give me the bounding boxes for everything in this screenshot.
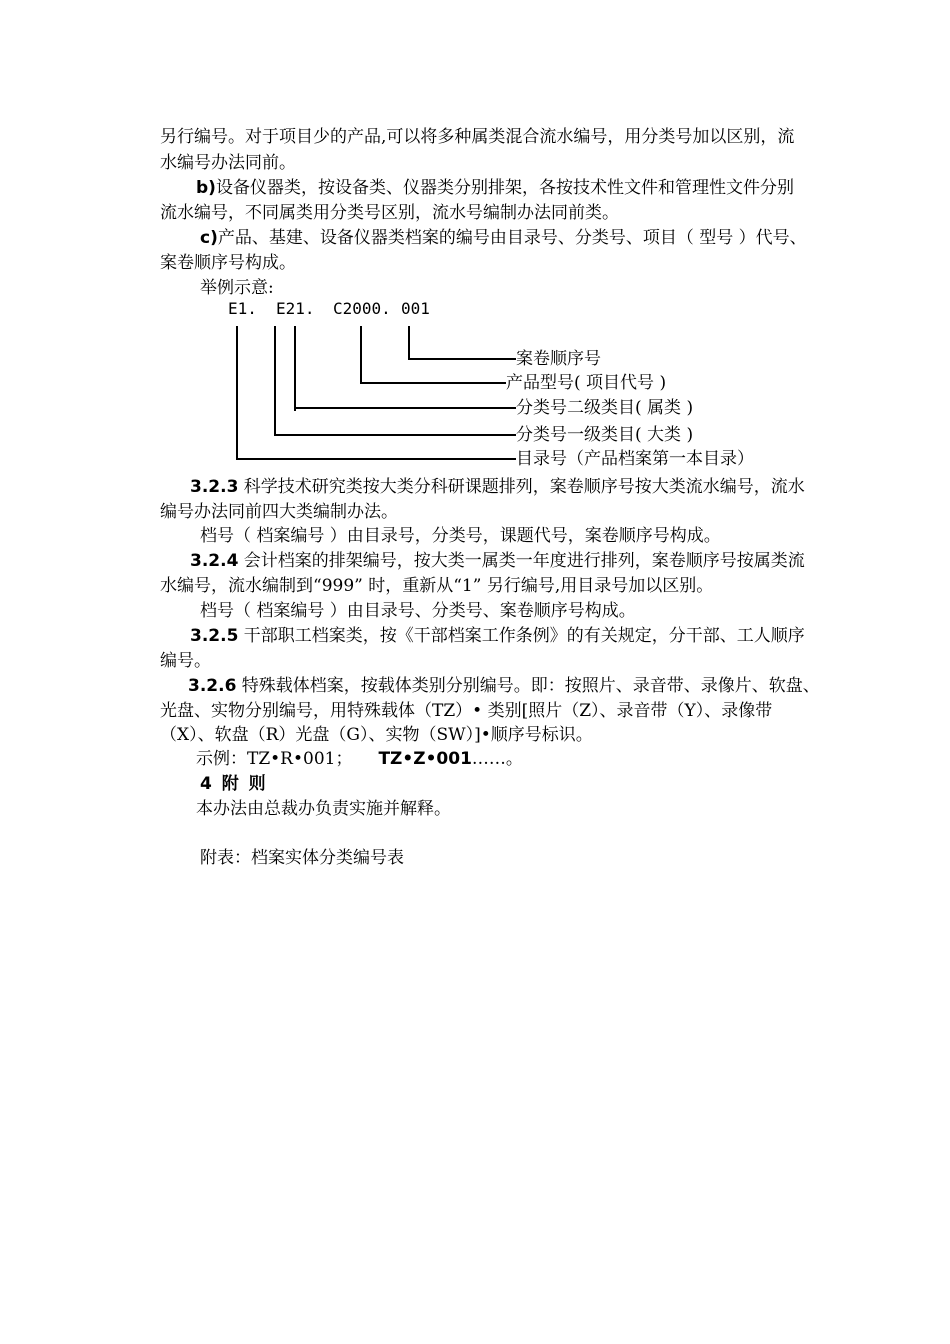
section-3-2-3	[190, 475, 805, 499]
section-number: 3.2.6	[188, 676, 237, 696]
label-primary-category: 分类号一级类目( 大类 )	[516, 425, 694, 445]
example-code: TZ•Z•001	[378, 749, 472, 769]
list-label: c)	[200, 228, 218, 248]
section-3-2-5	[190, 624, 805, 648]
paragraph-line: 另行编号。对于项目少的产品,可以将多种属类混合流水编号，用分类号加以区别，流	[160, 127, 795, 147]
paragraph-text: 特殊载体档案，按载体类别分别编号。即：按照片、录音带、录像片、软盘、	[236, 676, 820, 696]
connector-line	[408, 358, 516, 360]
paragraph-line	[200, 226, 807, 250]
paragraph-line: 流水编号，不同属类用分类号区别，流水号编制办法同前类。	[160, 203, 619, 223]
connector-line	[360, 326, 362, 383]
example-tail: ……。	[471, 749, 523, 769]
connector-line	[294, 407, 516, 409]
paragraph-line: 水编号办法同前。	[160, 153, 296, 173]
paragraph-line	[196, 176, 794, 200]
chapter-heading: 4 附 则	[200, 774, 268, 794]
connector-line	[408, 326, 410, 359]
paragraph-text: 设备仪器类，按设备类、仪器类分别排架，各按技术性文件和管理性文件分别	[215, 178, 794, 198]
paragraph-text: 科学技术研究类按大类分科研课题排列，案卷顺序号按大类流水编号，流水	[238, 477, 805, 497]
section-number: 3.2.3	[190, 477, 239, 497]
paragraph-line: 档号（ 档案编号 ）由目录号、分类号、案卷顺序号构成。	[200, 601, 636, 621]
label-sequence: 案卷顺序号	[516, 349, 601, 369]
code-category: E21.	[276, 299, 315, 318]
connector-line	[360, 382, 506, 384]
label-secondary-category: 分类号二级类目( 属类 )	[516, 398, 694, 418]
connector-line	[274, 326, 276, 436]
example-line	[196, 747, 523, 771]
connector-line	[236, 326, 238, 459]
paragraph-line: （X）、软盘（R）光盘（G）、实物（SW）]•顺序号标识。	[160, 725, 593, 745]
example-label: 示例：	[196, 749, 247, 769]
section-3-2-4	[190, 549, 805, 573]
appendix-line: 附表：档案实体分类编号表	[200, 848, 404, 868]
paragraph-text: 干部职工档案类，按《干部档案工作条例》的有关规定，分干部、工人顺序	[238, 626, 805, 646]
paragraph-line: 档号（ 档案编号 ）由目录号，分类号，课题代号，案卷顺序号构成。	[200, 526, 721, 546]
code-model: C2000.	[333, 299, 391, 318]
code-catalog: E1.	[228, 299, 257, 318]
paragraph-line: 本办法由总裁办负责实施并解释。	[196, 799, 451, 819]
label-catalog: 目录号（产品档案第一本目录）	[516, 449, 754, 469]
paragraph-line: 案卷顺序号构成。	[160, 253, 296, 273]
connector-line	[274, 434, 516, 436]
connector-line	[236, 458, 516, 460]
list-label: b)	[196, 178, 216, 198]
paragraph-text: 产品、基建、设备仪器类档案的编号由目录号、分类号、项目（ 型号 ）代号、	[217, 228, 807, 248]
section-number: 3.2.4	[190, 551, 239, 571]
example-code: TZ•R•001；	[247, 749, 353, 769]
paragraph-line: 编号办法同前四大类编制办法。	[160, 502, 398, 522]
code-sequence: 001	[401, 299, 430, 318]
example-intro: 举例示意:	[200, 278, 274, 298]
connector-line	[294, 326, 296, 411]
paragraph-line: 水编号，流水编制到“999” 时，重新从“1” 另行编号,用目录号加以区别。	[160, 576, 714, 596]
label-model: 产品型号( 项目代号 )	[506, 373, 667, 393]
section-number: 3.2.5	[190, 626, 239, 646]
paragraph-text: 会计档案的排架编号，按大类一属类一年度进行排列，案卷顺序号按属类流	[238, 551, 805, 571]
section-3-2-6	[188, 674, 820, 698]
paragraph-line: 光盘、实物分别编号，用特殊载体（TZ）• 类别[照片（Z）、录音带（Y）、录像带	[160, 701, 773, 721]
paragraph-line: 编号。	[160, 651, 211, 671]
numbering-diagram	[226, 298, 786, 478]
